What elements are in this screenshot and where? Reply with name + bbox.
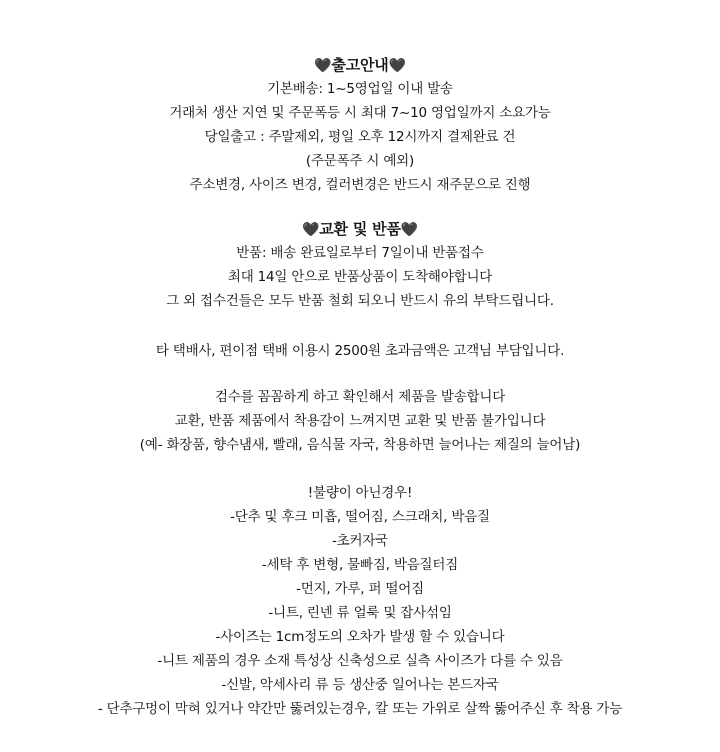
exchange-title-text: 교환 및 반품 <box>319 220 401 238</box>
inspection-line: 교환, 반품 제품에서 착용감이 느껴지면 교환 및 반품 불가입니다 <box>174 413 546 429</box>
shipping-title <box>0 56 720 75</box>
black-heart-icon: 🖤 <box>388 58 406 74</box>
exchange-line: 그 외 접수건들은 모두 반품 철회 되오니 반드시 유의 부탁드립니다. <box>166 293 554 309</box>
not-defect-item: -단추 및 후크 미흡, 떨어짐, 스크래치, 박음질 <box>230 509 490 525</box>
black-heart-icon: 🖤 <box>314 58 332 74</box>
not-defect-item: -초커자국 <box>331 533 389 549</box>
inspection-line: 검수를 꼼꼼하게 하고 확인해서 제품을 발송합니다 <box>214 389 506 405</box>
not-defect-item: -세탁 후 변형, 물빠짐, 박음질터짐 <box>261 557 459 573</box>
black-heart-icon: 🖤 <box>302 222 320 238</box>
shipping-line: 주소변경, 사이즈 변경, 컬러변경은 반드시 재주문으로 진행 <box>189 177 531 193</box>
not-defect-item: -니트 제품의 경우 소재 특성상 신축성으로 실측 사이즈가 다를 수 있음 <box>157 653 563 669</box>
courier-note: 타 택배사, 편이점 택배 이용시 2500원 초과금액은 고객님 부담입니다. <box>155 343 565 359</box>
shipping-title-text: 출고안내 <box>331 56 389 74</box>
not-defect-item: -사이즈는 1cm정도의 오차가 발생 할 수 있습니다 <box>215 629 505 645</box>
exchange-line: 반품: 배송 완료일로부터 7일이내 반품접수 <box>236 245 484 261</box>
shipping-line: (주문폭주 시 예외) <box>305 153 415 169</box>
shipping-line: 당일출고 : 주말제외, 평일 오후 12시까지 결제완료 건 <box>204 129 516 145</box>
black-heart-icon: 🖤 <box>400 222 418 238</box>
not-defect-title: !불량이 아닌경우! <box>307 485 413 501</box>
exchange-line: 최대 14일 안으로 반품상품이 도착해야합니다 <box>227 269 493 285</box>
not-defect-item: -니트, 린넨 류 얼룩 및 잡사섞임 <box>268 605 452 621</box>
exchange-title <box>0 220 720 239</box>
not-defect-item: -신발, 악세사리 류 등 생산중 일어나는 본드자국 <box>221 677 499 693</box>
shipping-line: 기본배송: 1~5영업일 이내 발송 <box>267 81 453 97</box>
not-defect-item: -먼지, 가루, 퍼 떨어짐 <box>296 581 424 597</box>
not-defect-item: - 단추구멍이 막혀 있거나 약간만 뚫려있는경우, 칼 또는 가위로 살짝 뚫어주신 후 착용 가능 <box>97 701 623 717</box>
inspection-line: (예- 화장품, 향수냄새, 빨래, 음식물 자국, 착용하면 늘어나는 제질의 늘어남) <box>139 437 581 453</box>
shipping-line: 거래처 생산 지연 및 주문폭등 시 최대 7~10 영업일까지 소요가능 <box>169 105 551 121</box>
